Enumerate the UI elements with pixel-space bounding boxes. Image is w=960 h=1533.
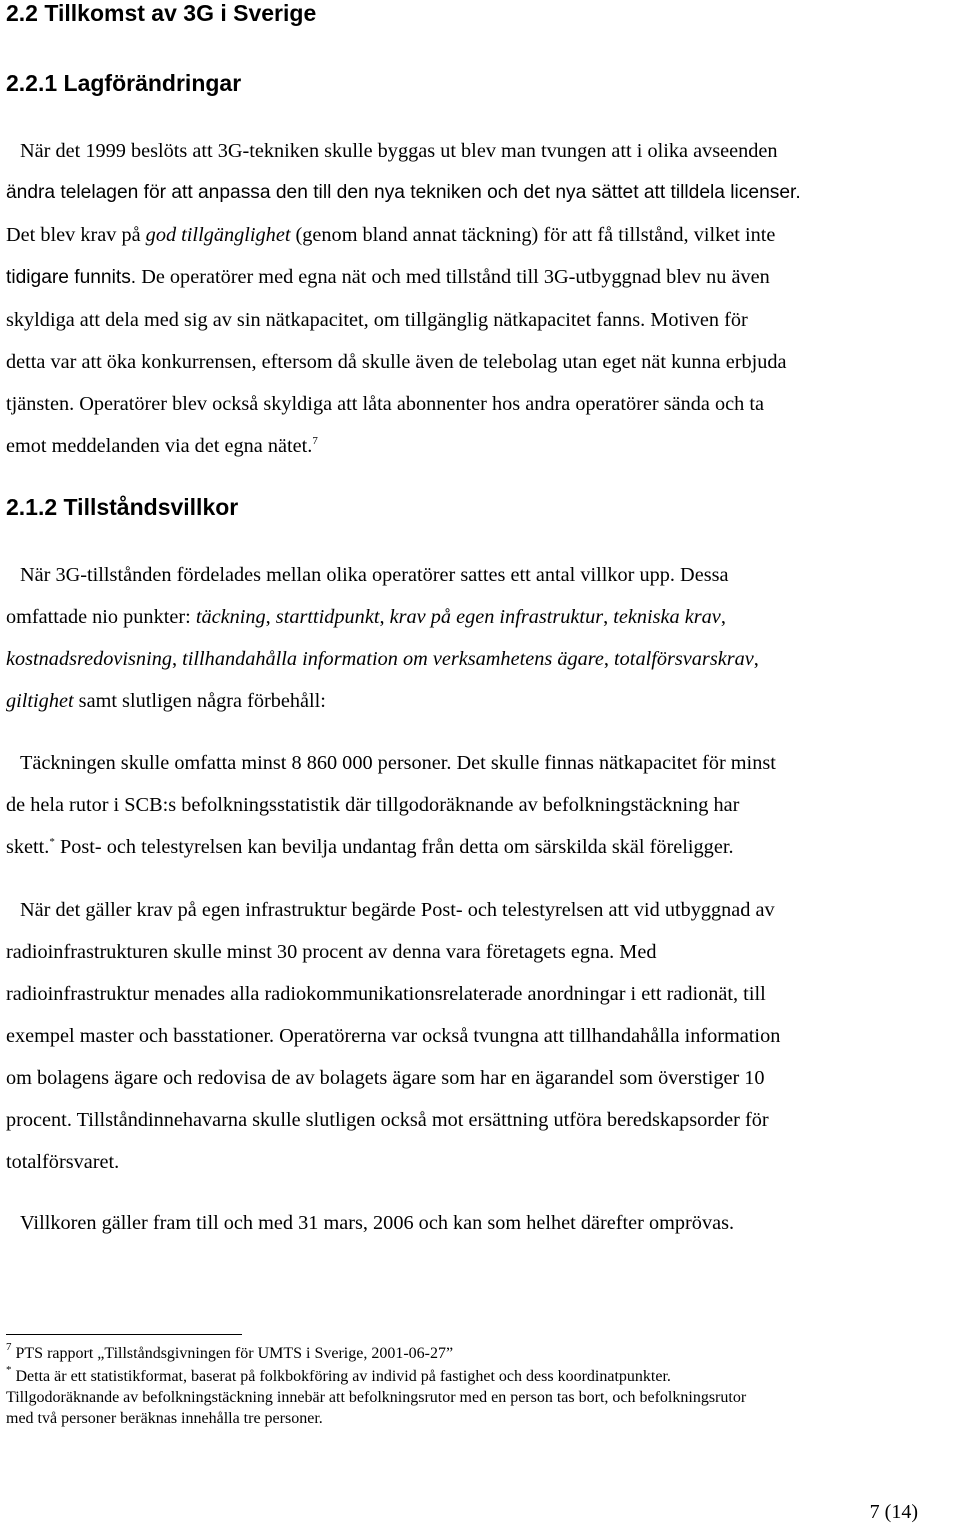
- paragraph-lagforandringar: [6, 130, 956, 467]
- heading-2-2-1: 2.2.1 Lagförändringar: [6, 70, 242, 96]
- text-line: giltighet samt slutligen några förbehåll:: [6, 690, 326, 712]
- text-line: procent. Tillståndinnehavarna skulle slutligen också mot ersättning utföra beredskapsorder för: [6, 1109, 769, 1131]
- heading-2-2: 2.2 Tillkomst av 3G i Sverige: [6, 0, 317, 26]
- footnote-divider: [6, 1334, 242, 1335]
- text-line: ändra telelagen för att anpassa den till den nya tekniken och det nya sättet att tilldela licenser.: [6, 182, 801, 203]
- text-line: totalförsvaret.: [6, 1151, 120, 1173]
- footnote-7: $^7$ PTS rapport „Tillståndsgivningen för UMTS i Sverige, 2001-06-27”: [6, 1341, 454, 1362]
- text-line: När det gäller krav på egen infrastruktur begärde Post- och telestyrelsen att vid utbyggnad av: [20, 899, 775, 921]
- text-line: de hela rutor i SCB:s befolkningsstatistik där tillgodoräknande av befolkningstäckning har: [6, 794, 740, 816]
- text-line: radioinfrastruktur menades alla radiokommunikationsrelaterade anordningar i ett radionät, till: [6, 983, 766, 1005]
- text-line: När det 1999 beslöts att 3G-tekniken skulle byggas ut blev man tvungen att i olika avseenden: [20, 140, 778, 162]
- text-line: tjänsten. Operatörer blev också skyldiga att låta abonnenter hos andra operatörer sända och ta: [6, 393, 764, 415]
- text-line: tidigare funnits. De operatörer med egna nät och med tillstånd till 3G-utbyggnad blev nu även: [6, 266, 770, 288]
- heading-2-1-2: 2.1.2 Tillståndsvillkor: [6, 494, 239, 520]
- text-line: Täckningen skulle omfatta minst 8 860 000 personer. Det skulle finnas nätkapacitet för minst: [20, 752, 776, 774]
- text-line: radioinfrastrukturen skulle minst 30 procent av denna vara företagets egna. Med: [6, 941, 657, 963]
- text-line: Det blev krav på god tillgänglighet (genom bland annat täckning) för att få tillstånd, vilket inte: [6, 224, 776, 246]
- text-line: Villkoren gäller fram till och med 31 mars, 2006 och kan som helhet därefter omprövas.: [20, 1212, 735, 1234]
- paragraph-villkoren: [6, 1202, 956, 1244]
- text-line: kostnadsredovisning, tillhandahålla information om verksamhetens ägare, totalförsvarskrav,: [6, 648, 759, 670]
- paragraph-tillstandsvillkor: [6, 554, 956, 722]
- text-line: skyldiga att dela med sig av sin nätkapacitet, om tillgänglig nätkapacitet fanns. Motiven för: [6, 309, 748, 331]
- text-line: exempel master och basstationer. Operatörerna var också tvungna att tillhandahålla information: [6, 1025, 781, 1047]
- text-line: om bolagens ägare och redovisa de av bolagets ägare som har en ägarandel som överstiger 10: [6, 1067, 765, 1089]
- text-line: omfattade nio punkter: täckning, starttidpunkt, krav på egen infrastruktur, tekniska krav,: [6, 606, 726, 628]
- text-line: emot meddelanden via det egna nätet.$^7$: [6, 435, 318, 457]
- footnote-ref-star: *: [49, 836, 55, 848]
- emphasis: god tillgänglighet: [145, 224, 291, 246]
- paragraph-tackning: [6, 742, 956, 868]
- text-line: detta var att öka konkurrensen, eftersom då skulle även de telebolag utan eget nät kunna erbjuda: [6, 351, 787, 373]
- paragraph-infrastruktur: [6, 889, 956, 1183]
- footnote-star: * Detta är ett statistikformat, baserat på folkbokföring av individ på fastighet och dess koordinatpunkter. Tillgodoräknande av befolkningstäckning innebär att befolkningsrutor med en person tas bort, och befolkningsrutor med två personer beräknas innehålla tre personer.: [6, 1364, 747, 1427]
- text-line: När 3G-tillstånden fördelades mellan olika operatörer sattes ett antal villkor upp. Dessa: [20, 564, 729, 586]
- page-number: 7 (14): [869, 1501, 918, 1523]
- text-line: skett.* Post- och telestyrelsen kan bevilja undantag från detta om särskilda skäl föreligger.: [6, 836, 734, 858]
- footnote-ref-7: 7: [312, 435, 318, 447]
